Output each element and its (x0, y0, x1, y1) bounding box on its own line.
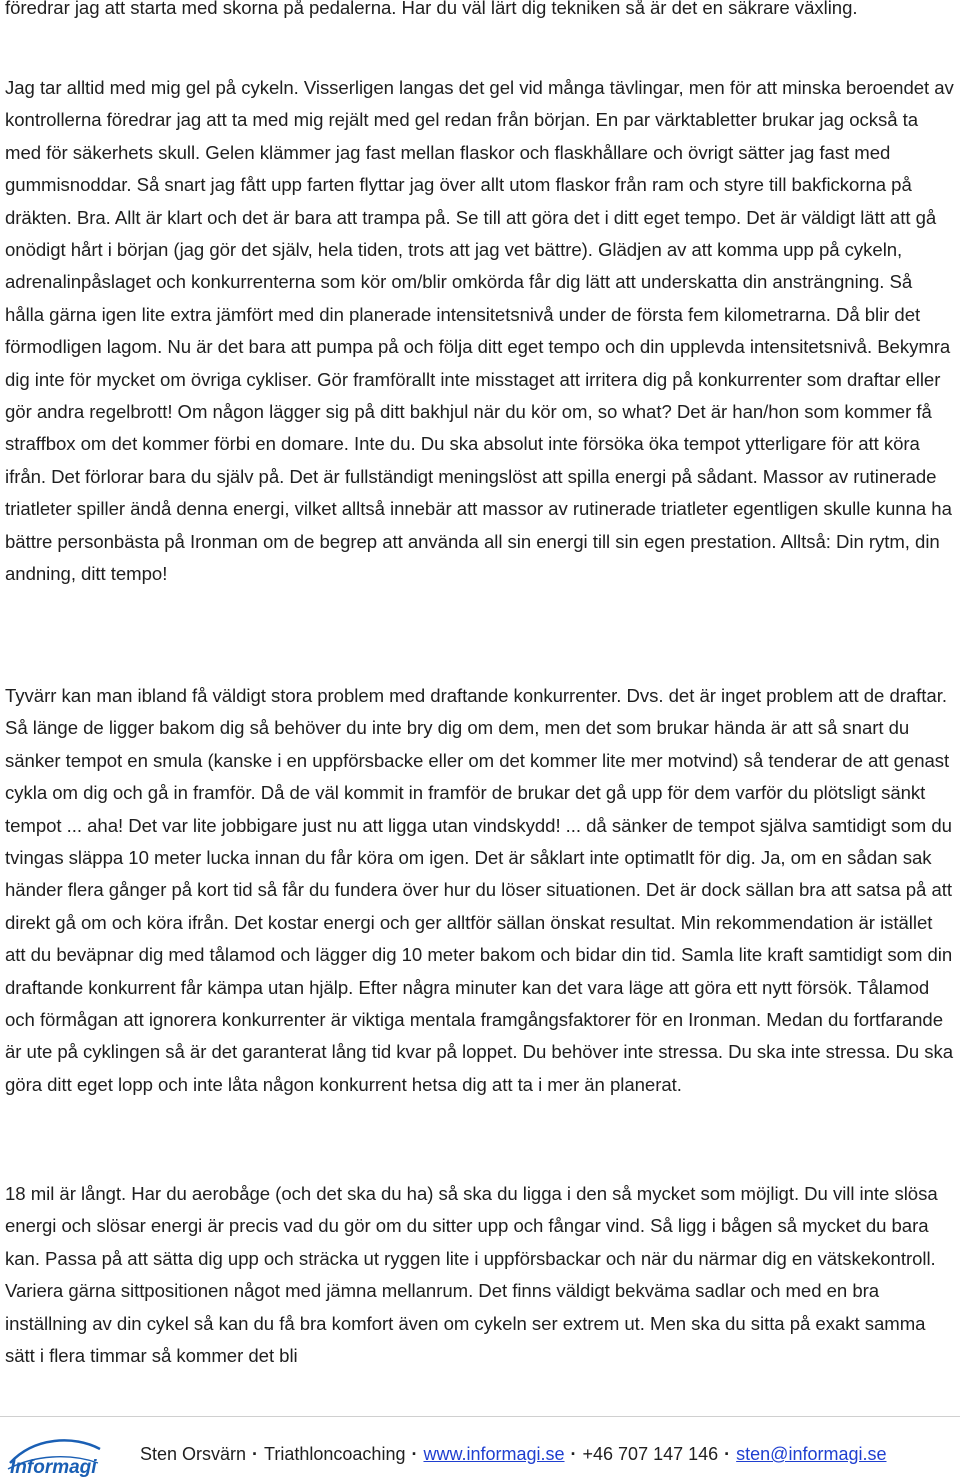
footer-contact (140, 1442, 887, 1466)
email-link[interactable]: sten@informagi.se (736, 1444, 887, 1464)
footer-separator: · (724, 1444, 731, 1464)
paragraph-4: 18 mil är långt. Har du aerobåge (och det ska du ha) så ska du ligga i den så mycket som möjligt. Du vill inte slösa energi och slösar energi är precis vad du gör om du sitter upp och fångar vind. Så ligg i bågen så mycket du bara kan. Passa på att sätta dig upp och sträcka ut ryggen lite i uppförsbackar och när du närmar dig en vätskekontroll. Variera gärna sittpositionen något med jämna mellanrum. Det finns väldigt bekväma sadlar och med en bra inställning av din cykel så kan du få bra komfort även om cykeln ser extrem ut. Men ska du sitta på exakt samma sätt i flera timmar så kommer det bli (5, 1183, 938, 1367)
footer-phone: +46 707 147 146 (582, 1444, 719, 1464)
footer-separator: · (411, 1444, 418, 1464)
footer-separator: · (252, 1444, 259, 1464)
page-footer (0, 1425, 960, 1484)
footer-name: Sten Orsvärn (140, 1444, 247, 1464)
paragraph-1: föredrar jag att starta med skorna på pedalerna. Har du väl lärt dig tekniken så är det en säkrare växling. (5, 0, 858, 18)
footer-title: Triathloncoaching (264, 1444, 406, 1464)
informagi-logo (4, 1433, 104, 1479)
logo-text: Informagi (10, 1457, 97, 1478)
paragraph-2: Jag tar alltid med mig gel på cykeln. Visserligen langas det gel vid många tävlingar, men för att minska beroendet av kontrollerna föredrar jag att ta med mig rejält med gel redan från början. En par värktabletter brukar jag också ta med för säkerhets skull. Gelen klämmer jag fast mellan flaskor och flaskhållare och övrigt sätter jag fast med gummisnoddar. Så snart jag fått upp farten flyttar jag över allt utom flaskor från ram och styre till bakfickorna på dräkten. Bra. Allt är klart och det är bara att trampa på. Se till att göra det i ditt eget tempo. Det är väldigt lätt att gå onödigt hårt i början (jag gör det själv, hela tiden, trots att jag vet bättre). Glädjen av att komma upp på cykeln, adrenalinpåslaget och konkurrenterna som kör om/blir omkörda får dig lätt att underskatta din ansträngning. Så hålla gärna igen lite extra jämfört med din planerade intensitetsnivå under de första fem kilometrarna. Då blir det förmodligen lagom. Nu är det bara att pumpa på och följa ditt eget tempo och din upplevda intensitetsnivå. Bekymra dig inte för mycket om övriga cykliser. Gör framförallt inte misstaget att irritera dig på konkurrenter som draftar eller gör andra regelbrott! Om någon lägger sig på ditt bakhjul när du kör om, so what? Det är han/hon som kommer få straffbox om det kommer förbi en domare. Inte du. Du ska absolut inte försöka öka tempot ytterligare för att köra ifrån. Det förlorar bara du själv på. Det är fullständigt meningslöst att spilla energi på sådant. Massor av rutinerade triatleter spiller ändå denna energi, vilket alltså innebär att massor av rutinerade triatleter egentligen skulle kunna ha bättre personbästa på Ironman om de begrep att använda all sin energi till sin egen prestation. Alltså: Din rytm, din andning, ditt tempo! (5, 77, 954, 585)
footer-divider (0, 1416, 960, 1417)
footer-separator: · (570, 1444, 577, 1464)
website-link[interactable]: www.informagi.se (423, 1444, 565, 1464)
paragraph-3: Tyvärr kan man ibland få väldigt stora problem med draftande konkurrenter. Dvs. det är inget problem att de draftar. Så länge de ligger bakom dig så behöver du inte bry dig om dem, men det som brukar hända är att så snart du sänker tempot en smula (kanske i en uppförsbacke eller om det kommer lite mer motvind) så tenderar de att genast cykla om dig och gå in framför. Då de väl kommit in framför de brukar det gå upp för dem varför du plötsligt sänkt tempot ... aha! Det var lite jobbigare just nu att ligga utan vindskydd! ... då sänker de tempot själva samtidigt som du tvingas släppa 10 meter lucka innan du får köra om igen. Det är såklart inte optimatlt för dig. Ja, om en sådan sak händer flera gånger på kort tid så får du fundera över hur du löser situationen. Det är dock sällan bra att satsa på att direkt gå om och köra ifrån. Det kostar energi och ger alltför sällan önskat resultat. Min rekommendation är istället att du beväpnar dig med tålamod och lägger dig 10 meter bakom och bidar din tid. Samla lite kraft samtidigt som din draftande konkurrent får kämpa utan hjälp. Efter några minuter kan det vara läge att göra ett nytt försök. Tålamod och förmågan att ignorera konkurrenter är viktiga mentala framgångsfaktorer för en Ironman. Medan du fortfarande är ute på cyklingen så är det garanterat lång tid kvar på loppet. Du behöver inte stressa. Du ska inte stressa. Du ska göra ditt eget lopp och inte låta någon konkurrent hetsa dig att ta i mer än planerat. (5, 685, 954, 1095)
